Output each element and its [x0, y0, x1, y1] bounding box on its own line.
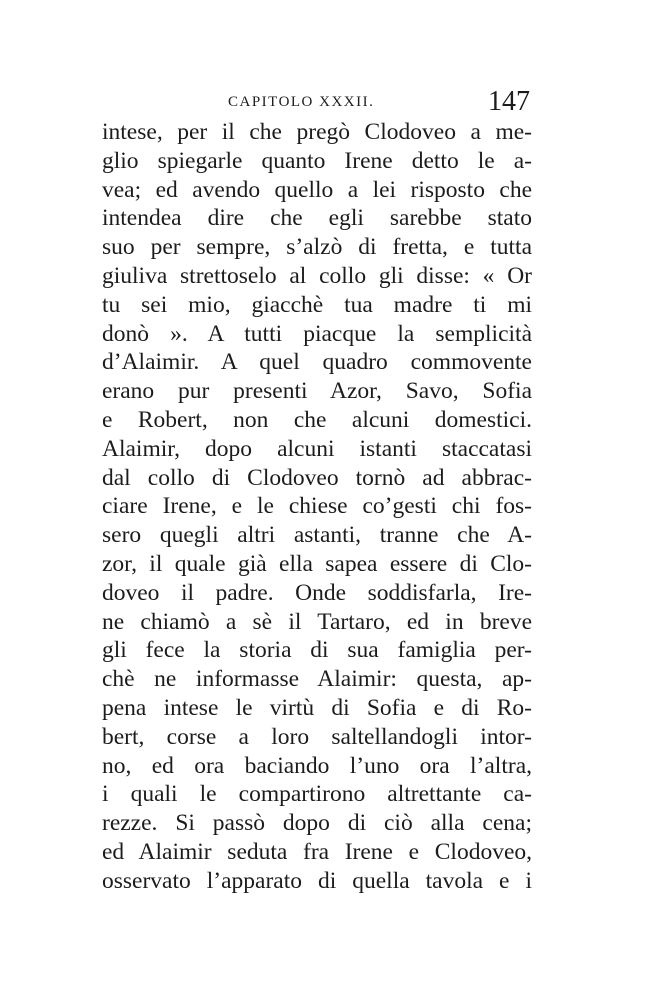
text-line: gli fece la storia di sua famiglia per-: [102, 637, 532, 664]
text-line: sero quegli altri astanti, tranne che A-: [102, 522, 532, 549]
text-line: pena intese le virtù di Sofia e di Ro-: [102, 694, 532, 721]
text-line: dal collo di Clodoveo tornò ad abbrac-: [102, 464, 532, 491]
running-head: [100, 88, 530, 118]
text-line: ed Alaimir seduta fra Irene e Clodoveo,: [102, 838, 532, 865]
text-line: glio spiegarle quanto Irene detto le a-: [102, 147, 532, 174]
text-line: zor, il quale già ella sapea essere di Clo-: [102, 550, 532, 577]
chapter-title: CAPITOLO XXXII.: [228, 94, 375, 110]
text-line: erano pur presenti Azor, Savo, Sofia: [102, 378, 532, 405]
text-line: donò ». A tutti piacque la semplicità: [102, 320, 532, 347]
text-line: suo per sempre, s’alzò di fretta, e tutta: [102, 234, 532, 261]
text-line: doveo il padre. Onde soddisfarla, Ire-: [102, 579, 532, 606]
text-line: chè ne informasse Alaimir: questa, ap-: [102, 666, 532, 693]
text-line: e Robert, non che alcuni domestici.: [102, 406, 532, 433]
text-line: ne chiamò a sè il Tartaro, ed in breve: [102, 608, 532, 635]
text-line: vea; ed avendo quello a lei risposto che: [102, 176, 532, 203]
text-line: rezze. Si passò dopo di ciò alla cena;: [102, 810, 532, 837]
text-line: no, ed ora baciando l’uno ora l’altra,: [102, 752, 532, 779]
text-line: d’Alaimir. A quel quadro commovente: [102, 349, 532, 376]
text-line: osservato l’apparato di quella tavola e i: [102, 867, 532, 894]
body-text: [102, 118, 532, 896]
text-line: ciare Irene, e le chiese co’gesti chi fos-: [102, 493, 532, 520]
text-line: giuliva strettoselo al collo gli disse: « Or: [102, 262, 532, 289]
text-line: intendea dire che egli sarebbe stato: [102, 205, 532, 232]
text-line: Alaimir, dopo alcuni istanti staccatasi: [102, 435, 532, 462]
text-line: tu sei mio, giacchè tua madre ti mi: [102, 291, 532, 318]
text-line: i quali le compartirono altrettante ca-: [102, 781, 532, 808]
text-line: bert, corse a loro saltellandogli intor-: [102, 723, 532, 750]
text-line: intese, per il che pregò Clodoveo a me-: [102, 119, 532, 145]
page-number: 147: [488, 86, 530, 117]
